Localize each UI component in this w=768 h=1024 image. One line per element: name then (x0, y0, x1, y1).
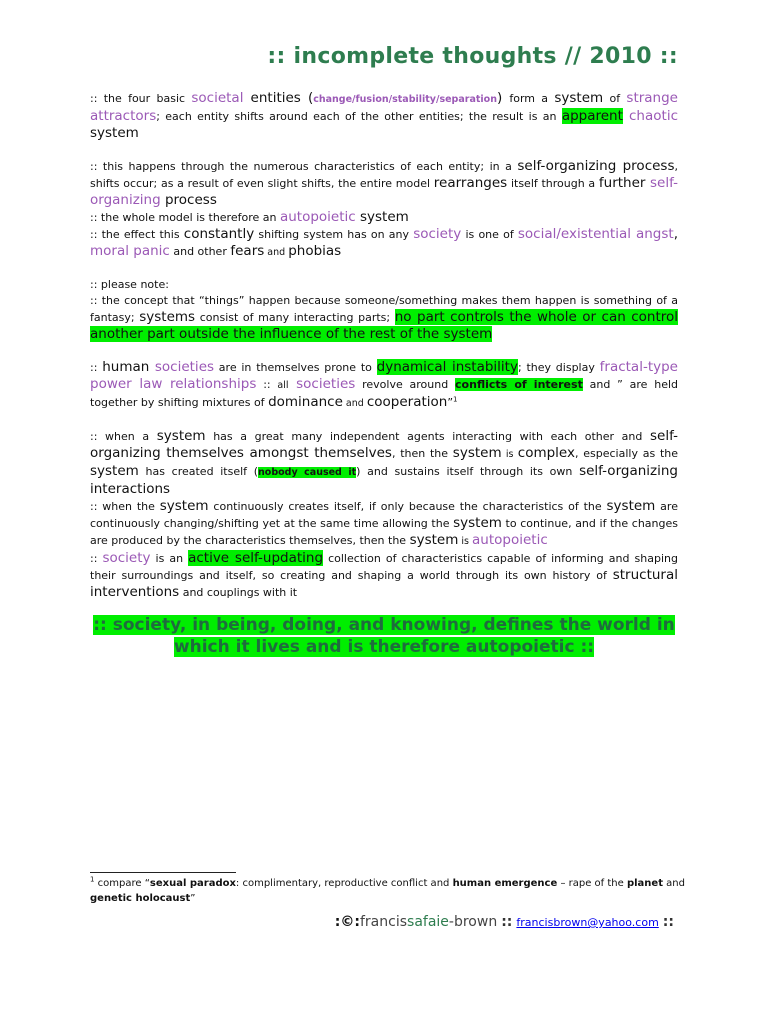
closing-quote (90, 614, 678, 658)
term-dominance: dominance (268, 394, 343, 410)
term-complex: complex (517, 445, 575, 461)
paragraph-human-societies (90, 359, 678, 412)
highlight-apparent: apparent (561, 108, 623, 124)
text: , shifts occur; as a result of even slight shifts, the entire model (90, 160, 678, 190)
term-societies: societies (149, 359, 215, 375)
paragraph-autopoietic-model (90, 209, 678, 226)
term-system: system (355, 209, 409, 225)
footer-separator: :: (662, 914, 674, 930)
text: ) and sustains itself through its own (356, 465, 580, 478)
text: are continuously changing/shifting yet at the same time allowing the (90, 500, 678, 530)
term-societies: societies (288, 376, 356, 392)
text: ; they display (517, 361, 600, 374)
term-system: system (159, 498, 209, 514)
term-autopoietic: autopoietic (472, 532, 548, 548)
term-phobias: phobias (288, 243, 342, 259)
text: – rape of the (557, 878, 627, 889)
text: compare “ (94, 878, 150, 889)
term-chaotic: chaotic (622, 108, 678, 124)
text: ; each entity shifts around each of the other entities; the result is an (156, 110, 562, 123)
author-name-brown: -brown (448, 914, 498, 930)
term-human-emergence: human emergence (452, 878, 558, 889)
page-title: :: incomplete thoughts // 2010 :: (267, 44, 678, 69)
term-system: system (156, 428, 206, 444)
text: , then the (391, 447, 453, 460)
term-constantly: constantly (183, 226, 255, 242)
paragraph-things-concept (90, 293, 678, 343)
term-system: system (452, 445, 502, 461)
highlight-conflicts-of-interest: conflicts of interest (455, 378, 583, 391)
term-systems: systems (139, 309, 196, 325)
author-email-link[interactable]: francisbrown@yahoo.com (516, 916, 659, 929)
text: to continue, and if the changes are produced by the characteristics themselves, then the (90, 517, 678, 547)
text: shifting system has on any (254, 228, 414, 241)
text: :: the whole model is therefore an (90, 211, 280, 224)
paragraph-complex-system (90, 428, 678, 498)
term-system: system (606, 498, 656, 514)
highlight-nobody-caused-it: nobody caused it (258, 467, 357, 478)
paragraph-society-active (90, 550, 678, 601)
paragraph-please-note (90, 277, 678, 293)
text: ” (447, 396, 454, 409)
paragraph-effect (90, 226, 678, 261)
text: :: (90, 552, 103, 565)
term-strange-attractors: strange attractors (90, 90, 678, 124)
copyright-symbol: :©: (334, 914, 360, 930)
text: of (603, 92, 627, 105)
text: itself through a (507, 177, 599, 190)
term-human: human (102, 359, 150, 375)
term-system: system (453, 515, 502, 531)
text: ” (190, 893, 196, 904)
text: continuously creates itself, if only because the characteristics of the (208, 500, 607, 513)
text: and other (169, 245, 231, 258)
document-body (90, 90, 678, 601)
text: :: (256, 378, 278, 391)
paragraph-societal-entities (90, 90, 678, 142)
text: and (264, 247, 289, 258)
term-further: further (598, 175, 646, 191)
text: :: when a (90, 430, 157, 443)
text: all (277, 380, 289, 391)
term-change-fusion: change/fusion/stability/separation (313, 94, 497, 105)
text: is (501, 449, 518, 460)
highlight-active-self-updating: active self-updating (188, 550, 324, 566)
highlight-no-part-controls: no part controls the whole or can control another part outside the influence of the rest of the system (90, 309, 679, 342)
text: :: (90, 361, 103, 374)
footnote-marker: 1 (453, 395, 458, 404)
term-entities: entities (243, 90, 301, 106)
term-fractal-power-law: fractal-type power law relationships (90, 359, 678, 392)
text: :: when the (90, 500, 160, 513)
term-system: system (90, 463, 139, 479)
term-self-organizing-interactions: self-organizing interactions (90, 463, 678, 497)
text: :: the concept that “things” happen because someone/something makes them happen is something of a fantasy; (90, 294, 678, 324)
text: and ” are held together by shifting mixtures of (90, 378, 679, 409)
term-society: society (102, 550, 151, 566)
term-process: process (160, 192, 217, 208)
term-system: system (409, 532, 459, 548)
term-social-existential-angst: social/existential angst (517, 226, 674, 242)
author-name-safaie: safaie (407, 914, 449, 930)
text: :: please note: (90, 278, 169, 291)
term-autopoietic: autopoietic (279, 209, 356, 225)
text: is one of (461, 228, 518, 241)
author-first-name: francis (360, 914, 408, 930)
author-footer (335, 914, 678, 930)
text: is (458, 536, 473, 547)
text: are in themselves prone to (214, 361, 377, 374)
paragraph-autopoietic-system (90, 498, 678, 550)
text: and couplings with it (179, 586, 298, 599)
text: consist of many interacting parts; (195, 311, 395, 324)
term-self-organizing: self-organizing (90, 175, 678, 208)
text: collection of characteristics capable of informing and shaping their surroundings and itself, so creating and shaping a world through its own history of (90, 552, 678, 582)
term-self-organizing-process: self-organizing process (517, 158, 675, 174)
highlight-dynamical-instability: dynamical instability (376, 359, 518, 375)
term-rearranges: rearranges (433, 175, 508, 191)
term-system: system (554, 90, 604, 106)
term-self-organizing-themselves: self-organizing themselves amongst themselves (90, 428, 678, 461)
term-sexual-paradox: sexual paradox (149, 878, 236, 889)
text: and (662, 878, 685, 889)
text: is an (150, 552, 189, 565)
term-genetic-holocaust: genetic holocaust (90, 893, 191, 904)
text: and (342, 398, 367, 409)
footnote-number: 1 (90, 875, 95, 884)
term-fears: fears (230, 243, 265, 259)
text: :: the effect this (90, 228, 184, 241)
text: ) (496, 90, 510, 106)
text: , (673, 226, 678, 242)
footer-separator: :: (501, 914, 513, 930)
term-society: society (413, 226, 462, 242)
term-cooperation: cooperation (366, 394, 448, 410)
text: has created itself ( (138, 465, 259, 478)
text: :: the four basic (90, 92, 192, 105)
text: form a (509, 92, 555, 105)
text: , especially as the (574, 447, 678, 460)
text: ( (300, 90, 314, 106)
term-structural-interventions: structural interventions (90, 567, 678, 600)
term-system: system (90, 125, 139, 141)
term-societal: societal (191, 90, 244, 106)
text: revolve around (355, 378, 456, 391)
term-planet: planet (626, 878, 663, 889)
paragraph-self-organizing (90, 158, 678, 209)
footnote (90, 876, 690, 906)
text: : complimentary, reproductive conflict and (235, 878, 453, 889)
quote-text: :: society, in being, doing, and knowing, defines the world in which it lives and is therefore autopoietic :: (93, 615, 675, 657)
text: :: this happens through the numerous characteristics of each entity; in a (90, 160, 518, 173)
text: has a great many independent agents interacting with each other and (205, 430, 651, 443)
footnote-divider (90, 872, 236, 873)
term-moral-panic: moral panic (90, 243, 170, 259)
